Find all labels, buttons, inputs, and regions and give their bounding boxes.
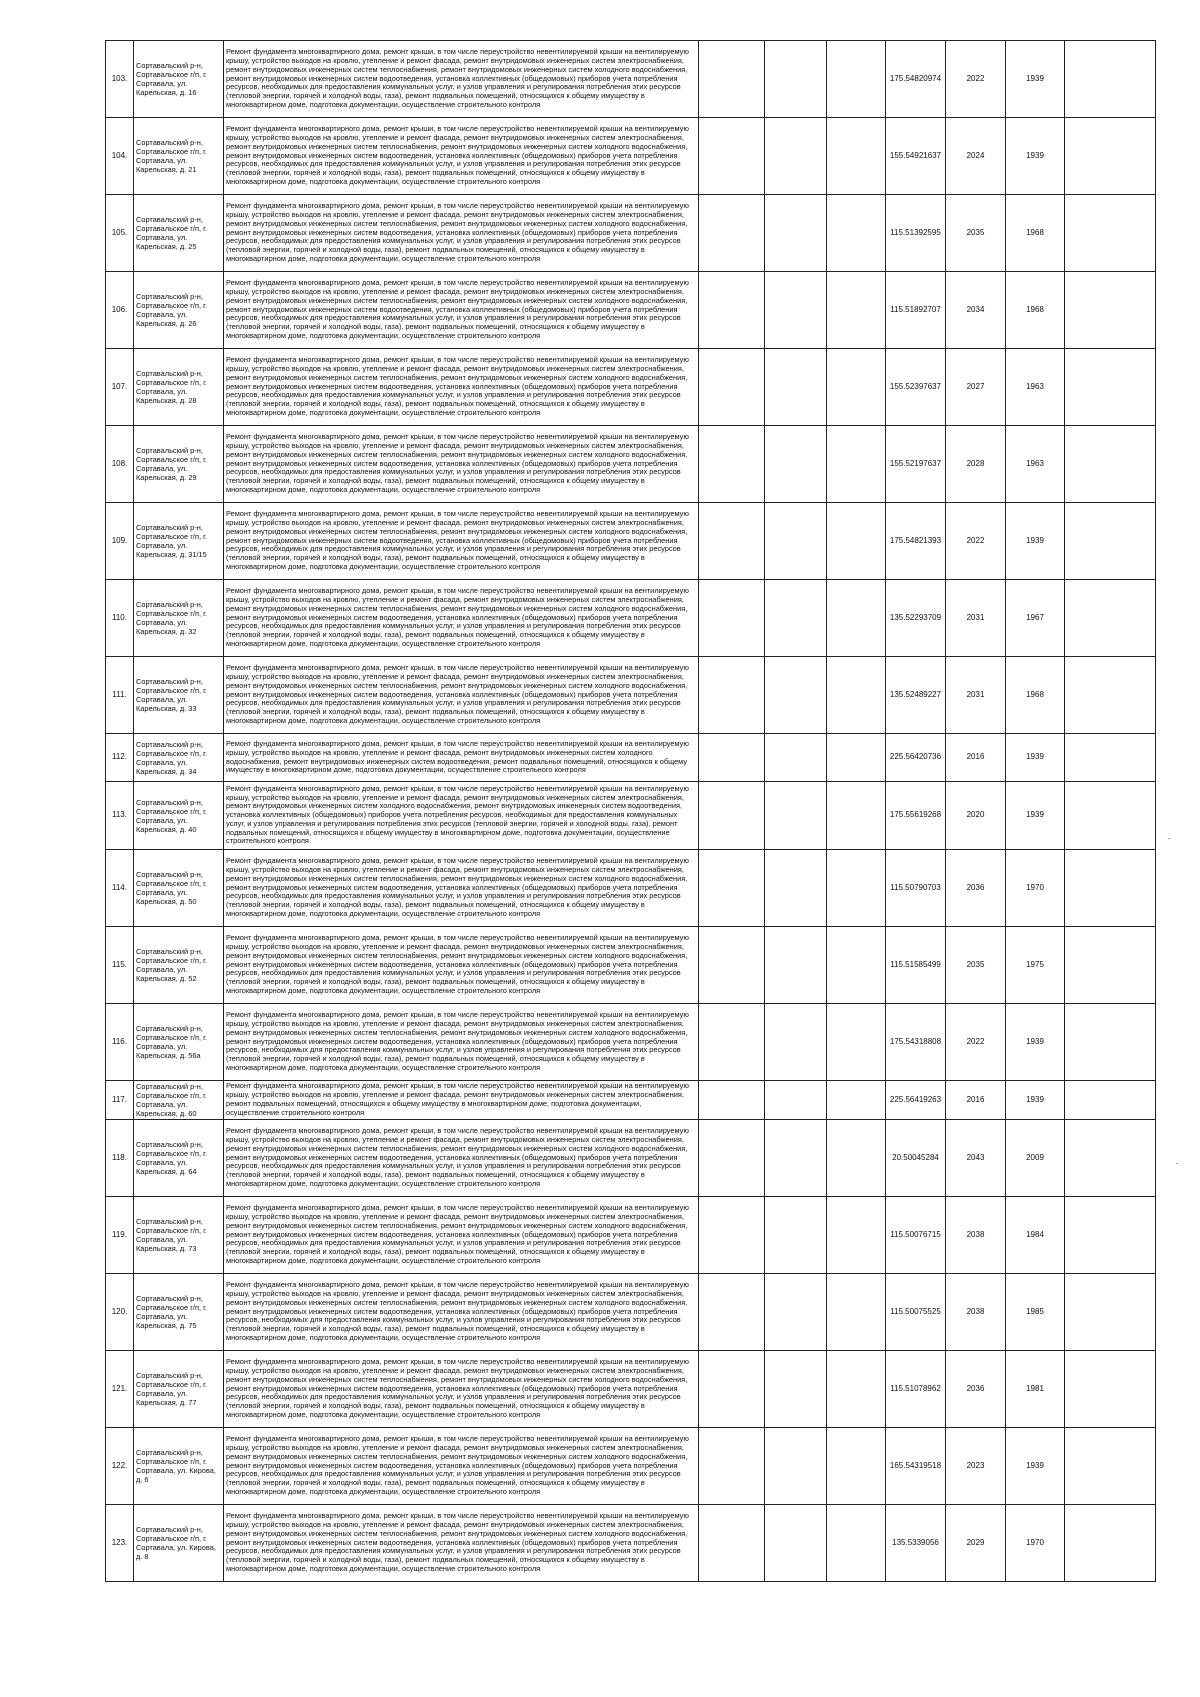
empty-cell <box>765 503 827 580</box>
value-cell: 135.5339056 <box>886 1505 946 1582</box>
empty-cell <box>1065 1274 1156 1351</box>
built-year-cell: 1975 <box>1006 927 1065 1004</box>
row-number: 108. <box>106 426 134 503</box>
empty-cell <box>827 426 886 503</box>
repair-program-table <box>105 40 1156 1582</box>
address-cell: Сортавальский р-н, Сортавальское г/п, г. Сортавала, ул. Карельская, д. 33 <box>134 657 224 734</box>
empty-cell <box>699 1351 765 1428</box>
built-year-cell: 1968 <box>1006 657 1065 734</box>
empty-cell <box>765 1428 827 1505</box>
plan-year-cell: 2022 <box>946 41 1006 118</box>
address-cell: Сортавальский р-н, Сортавальское г/п, г. Сортавала, ул. Карельская, д. 56а <box>134 1004 224 1081</box>
table-row <box>106 580 1156 657</box>
value-cell: 225.56420736 <box>886 734 946 782</box>
empty-cell <box>765 195 827 272</box>
empty-cell <box>1065 1120 1156 1197</box>
empty-cell <box>699 1428 765 1505</box>
table-row <box>106 503 1156 580</box>
value-cell: 155.52397637 <box>886 349 946 426</box>
empty-cell <box>765 1120 827 1197</box>
table-row <box>106 1197 1156 1274</box>
empty-cell <box>1065 503 1156 580</box>
table-row <box>106 1004 1156 1081</box>
empty-cell <box>699 1004 765 1081</box>
works-cell: Ремонт фундамента многоквартирного дома, ремонт крыши, в том числе переустройство невентилируемой крыши на вентилируемую крышу, устройство выходов на кровлю, утепление и ремонт фасада, ремонт внутридомовых инженерных систем электроснабжения, ремонт внутридомовых инженерных систем теплоснабжения, ремонт внутридомовых инженерных систем холодного водоснабжения, ремонт внутридомовых инженерных систем водоотведения, установка коллективных (общедомовых) приборов учета потребления ресурсов, необходимых для предоставления коммунальных услуг, и узлов управления и регулирования потребления этих ресурсов (тепловой энергии, горячей и холодной воды, газа), ремонт подвальных помещений, относящихся к общему имуществу в многоквартирном доме, подготовка документации, осуществление строительного контроля <box>224 1428 699 1505</box>
value-cell: 175.54820974 <box>886 41 946 118</box>
value-cell: 155.54921637 <box>886 118 946 195</box>
address-cell: Сортавальский р-н, Сортавальское г/п, г. Сортавала, ул. Карельская, д. 16 <box>134 41 224 118</box>
empty-cell <box>827 1081 886 1120</box>
table-row <box>106 1274 1156 1351</box>
empty-cell <box>765 272 827 349</box>
empty-cell <box>827 1197 886 1274</box>
scan-speck <box>1168 838 1170 839</box>
empty-cell <box>765 118 827 195</box>
built-year-cell: 1939 <box>1006 118 1065 195</box>
row-number: 112. <box>106 734 134 782</box>
row-number: 105. <box>106 195 134 272</box>
empty-cell <box>699 1505 765 1582</box>
table-body <box>106 41 1156 1582</box>
address-cell: Сортавальский р-н, Сортавальское г/п, г. Сортавала, ул. Кирова, д. 8 <box>134 1505 224 1582</box>
built-year-cell: 1939 <box>1006 503 1065 580</box>
row-number: 110. <box>106 580 134 657</box>
value-cell: 115.51392595 <box>886 195 946 272</box>
table-row <box>106 734 1156 782</box>
plan-year-cell: 2016 <box>946 734 1006 782</box>
works-cell: Ремонт фундамента многоквартирного дома, ремонт крыши, в том числе переустройство невентилируемой крыши на вентилируемую крышу, устройство выходов на кровлю, утепление и ремонт фасада, ремонт внутридомовых инженерных систем электроснабжения, ремонт подвальных помещений, относящихся к общему имуществу в многоквартирном доме, подготовка документации, осуществление строительного контроля <box>224 1081 699 1120</box>
works-cell: Ремонт фундамента многоквартирного дома, ремонт крыши, в том числе переустройство невентилируемой крыши на вентилируемую крышу, устройство выходов на кровлю, утепление и ремонт фасада, ремонт внутридомовых инженерных систем электроснабжения, ремонт внутридомовых инженерных систем теплоснабжения, ремонт внутридомовых инженерных систем холодного водоснабжения, ремонт внутридомовых инженерных систем водоотведения, установка коллективных (общедомовых) приборов учета потребления ресурсов, необходимых для предоставления коммунальных услуг, и узлов управления и регулирования потребления этих ресурсов (тепловой энергии, горячей и холодной воды, газа), ремонт подвальных помещений, относящихся к общему имуществу в многоквартирном доме, подготовка документации, осуществление строительного контроля <box>224 349 699 426</box>
row-number: 107. <box>106 349 134 426</box>
table-row <box>106 927 1156 1004</box>
empty-cell <box>699 426 765 503</box>
address-cell: Сортавальский р-н, Сортавальское г/п, г. Сортавала, ул. Карельская, д. 26 <box>134 272 224 349</box>
built-year-cell: 1967 <box>1006 580 1065 657</box>
empty-cell <box>765 850 827 927</box>
empty-cell <box>765 782 827 850</box>
built-year-cell: 1939 <box>1006 1428 1065 1505</box>
empty-cell <box>699 1197 765 1274</box>
empty-cell <box>699 580 765 657</box>
address-cell: Сортавальский р-н, Сортавальское г/п, г. Сортавала, ул. Карельская, д. 64 <box>134 1120 224 1197</box>
plan-year-cell: 2031 <box>946 580 1006 657</box>
empty-cell <box>1065 1505 1156 1582</box>
value-cell: 175.55619268 <box>886 782 946 850</box>
empty-cell <box>827 782 886 850</box>
plan-year-cell: 2036 <box>946 1351 1006 1428</box>
plan-year-cell: 2038 <box>946 1197 1006 1274</box>
empty-cell <box>699 782 765 850</box>
address-cell: Сортавальский р-н, Сортавальское г/п, г. Сортавала, ул. Карельская, д. 25 <box>134 195 224 272</box>
address-cell: Сортавальский р-н, Сортавальское г/п, г. Сортавала, ул. Кирова, д. 6 <box>134 1428 224 1505</box>
empty-cell <box>699 850 765 927</box>
empty-cell <box>827 1004 886 1081</box>
value-cell: 165.54319518 <box>886 1428 946 1505</box>
empty-cell <box>1065 1197 1156 1274</box>
row-number: 120. <box>106 1274 134 1351</box>
empty-cell <box>827 1505 886 1582</box>
address-cell: Сортавальский р-н, Сортавальское г/п, г. Сортавала, ул. Карельская, д. 73 <box>134 1197 224 1274</box>
empty-cell <box>827 41 886 118</box>
built-year-cell: 1963 <box>1006 426 1065 503</box>
plan-year-cell: 2043 <box>946 1120 1006 1197</box>
built-year-cell: 1968 <box>1006 272 1065 349</box>
row-number: 118. <box>106 1120 134 1197</box>
built-year-cell: 1939 <box>1006 1081 1065 1120</box>
empty-cell <box>1065 850 1156 927</box>
built-year-cell: 2009 <box>1006 1120 1065 1197</box>
empty-cell <box>699 118 765 195</box>
row-number: 116. <box>106 1004 134 1081</box>
empty-cell <box>1065 195 1156 272</box>
empty-cell <box>827 734 886 782</box>
works-cell: Ремонт фундамента многоквартирного дома, ремонт крыши, в том числе переустройство невентилируемой крыши на вентилируемую крышу, устройство выходов на кровлю, утепление и ремонт фасада, ремонт внутридомовых инженерных систем электроснабжения, ремонт внутридомовых инженерных систем теплоснабжения, ремонт внутридомовых инженерных систем холодного водоснабжения, ремонт внутридомовых инженерных систем водоотведения, установка коллективных (общедомовых) приборов учета потребления ресурсов, необходимых для предоставления коммунальных услуг, и узлов управления и регулирования потребления этих ресурсов (тепловой энергии, горячей и холодной воды, газа), ремонт подвальных помещений, относящихся к общему имуществу в многоквартирном доме, подготовка документации, осуществление строительного контроля <box>224 426 699 503</box>
empty-cell <box>1065 272 1156 349</box>
empty-cell <box>765 1197 827 1274</box>
built-year-cell: 1981 <box>1006 1351 1065 1428</box>
value-cell: 115.50790703 <box>886 850 946 927</box>
empty-cell <box>765 1004 827 1081</box>
value-cell: 175.54821393 <box>886 503 946 580</box>
built-year-cell: 1985 <box>1006 1274 1065 1351</box>
table-row <box>106 850 1156 927</box>
row-number: 106. <box>106 272 134 349</box>
row-number: 115. <box>106 927 134 1004</box>
row-number: 114. <box>106 850 134 927</box>
table-row <box>106 1081 1156 1120</box>
empty-cell <box>699 927 765 1004</box>
empty-cell <box>765 349 827 426</box>
value-cell: 175.54318808 <box>886 1004 946 1081</box>
row-number: 113. <box>106 782 134 850</box>
works-cell: Ремонт фундамента многоквартирного дома, ремонт крыши, в том числе переустройство невентилируемой крыши на вентилируемую крышу, устройство выходов на кровлю, утепление и ремонт фасада, ремонт внутридомовых инженерных систем электроснабжения, ремонт внутридомовых инженерных систем теплоснабжения, ремонт внутридомовых инженерных систем холодного водоснабжения, ремонт внутридомовых инженерных систем водоотведения, установка коллективных (общедомовых) приборов учета потребления ресурсов, необходимых для предоставления коммунальных услуг, и узлов управления и регулирования потребления этих ресурсов (тепловой энергии, горячей и холодной воды, газа), ремонт подвальных помещений, относящихся к общему имуществу в многоквартирном доме, подготовка документации, осуществление строительного контроля <box>224 1505 699 1582</box>
table-row <box>106 272 1156 349</box>
works-cell: Ремонт фундамента многоквартирного дома, ремонт крыши, в том числе переустройство невентилируемой крыши на вентилируемую крышу, устройство выходов на кровлю, утепление и ремонт фасада, ремонт внутридомовых инженерных систем электроснабжения, ремонт внутридомовых инженерных систем теплоснабжения, ремонт внутридомовых инженерных систем холодного водоснабжения, ремонт внутридомовых инженерных систем водоотведения, установка коллективных (общедомовых) приборов учета потребления ресурсов, необходимых для предоставления коммунальных услуг, и узлов управления и регулирования потребления этих ресурсов (тепловой энергии, горячей и холодной воды, газа), ремонт подвальных помещений, относящихся к общему имуществу в многоквартирном доме, подготовка документации, осуществление строительного контроля <box>224 1351 699 1428</box>
works-cell: Ремонт фундамента многоквартирного дома, ремонт крыши, в том числе переустройство невентилируемой крыши на вентилируемую крышу, устройство выходов на кровлю, утепление и ремонт фасада, ремонт внутридомовых инженерных систем электроснабжения, ремонт внутридомовых инженерных систем теплоснабжения, ремонт внутридомовых инженерных систем холодного водоснабжения, ремонт внутридомовых инженерных систем водоотведения, установка коллективных (общедомовых) приборов учета потребления ресурсов, необходимых для предоставления коммунальных услуг, и узлов управления и регулирования потребления этих ресурсов (тепловой энергии, горячей и холодной воды, газа), ремонт подвальных помещений, относящихся к общему имуществу в многоквартирном доме, подготовка документации, осуществление строительного контроля <box>224 1004 699 1081</box>
empty-cell <box>765 426 827 503</box>
empty-cell <box>827 1428 886 1505</box>
works-cell: Ремонт фундамента многоквартирного дома, ремонт крыши, в том числе переустройство невентилируемой крыши на вентилируемую крышу, устройство выходов на кровлю, утепление и ремонт фасада, ремонт внутридомовых инженерных систем электроснабжения, ремонт внутридомовых инженерных систем теплоснабжения, ремонт внутридомовых инженерных систем холодного водоснабжения, ремонт внутридомовых инженерных систем водоотведения, установка коллективных (общедомовых) приборов учета потребления ресурсов, необходимых для предоставления коммунальных услуг, и узлов управления и регулирования потребления этих ресурсов (тепловой энергии, горячей и холодной воды, газа), ремонт подвальных помещений, относящихся к общему имуществу в многоквартирном доме, подготовка документации, осуществление строительного контроля <box>224 118 699 195</box>
table-row <box>106 1428 1156 1505</box>
row-number: 121. <box>106 1351 134 1428</box>
value-cell: 115.50076715 <box>886 1197 946 1274</box>
empty-cell <box>1065 1081 1156 1120</box>
works-cell: Ремонт фундамента многоквартирного дома, ремонт крыши, в том числе переустройство невентилируемой крыши на вентилируемую крышу, устройство выходов на кровлю, утепление и ремонт фасада, ремонт внутридомовых инженерных систем электроснабжения, ремонт внутридомовых инженерных систем теплоснабжения, ремонт внутридомовых инженерных систем холодного водоснабжения, ремонт внутридомовых инженерных систем водоотведения, установка коллективных (общедомовых) приборов учета потребления ресурсов, необходимых для предоставления коммунальных услуг, и узлов управления и регулирования потребления этих ресурсов (тепловой энергии, горячей и холодной воды, газа), ремонт подвальных помещений, относящихся к общему имуществу в многоквартирном доме, подготовка документации, осуществление строительного контроля <box>224 850 699 927</box>
value-cell: 115.51585499 <box>886 927 946 1004</box>
value-cell: 115.51892707 <box>886 272 946 349</box>
value-cell: 20.50045284 <box>886 1120 946 1197</box>
empty-cell <box>699 503 765 580</box>
built-year-cell: 1970 <box>1006 1505 1065 1582</box>
empty-cell <box>1065 1428 1156 1505</box>
address-cell: Сортавальский р-н, Сортавальское г/п, г. Сортавала, ул. Карельская, д. 60 <box>134 1081 224 1120</box>
works-cell: Ремонт фундамента многоквартирного дома, ремонт крыши, в том числе переустройство невентилируемой крыши на вентилируемую крышу, устройство выходов на кровлю, утепление и ремонт фасада, ремонт внутридомовых инженерных систем электроснабжения, ремонт внутридомовых инженерных систем теплоснабжения, ремонт внутридомовых инженерных систем холодного водоснабжения, ремонт внутридомовых инженерных систем водоотведения, установка коллективных (общедомовых) приборов учета потребления ресурсов, необходимых для предоставления коммунальных услуг, и узлов управления и регулирования потребления этих ресурсов (тепловой энергии, горячей и холодной воды, газа), ремонт подвальных помещений, относящихся к общему имуществу в многоквартирном доме, подготовка документации, осуществление строительного контроля <box>224 657 699 734</box>
empty-cell <box>765 41 827 118</box>
works-cell: Ремонт фундамента многоквартирного дома, ремонт крыши, в том числе переустройство невентилируемой крыши на вентилируемую крышу, устройство выходов на кровлю, утепление и ремонт фасада, ремонт внутридомовых инженерных систем электроснабжения, ремонт внутридомовых инженерных систем теплоснабжения, ремонт внутридомовых инженерных систем холодного водоснабжения, ремонт внутридомовых инженерных систем водоотведения, установка коллективных (общедомовых) приборов учета потребления ресурсов, необходимых для предоставления коммунальных услуг, и узлов управления и регулирования потребления этих ресурсов (тепловой энергии, горячей и холодной воды, газа), ремонт подвальных помещений, относящихся к общему имуществу в многоквартирном доме, подготовка документации, осуществление строительного контроля <box>224 272 699 349</box>
works-cell: Ремонт фундамента многоквартирного дома, ремонт крыши, в том числе переустройство невентилируемой крыши на вентилируемую крышу, устройство выходов на кровлю, утепление и ремонт фасада, ремонт внутридомовых инженерных систем электроснабжения, ремонт внутридомовых инженерных систем теплоснабжения, ремонт внутридомовых инженерных систем холодного водоснабжения, ремонт внутридомовых инженерных систем водоотведения, установка коллективных (общедомовых) приборов учета потребления ресурсов, необходимых для предоставления коммунальных услуг, и узлов управления и регулирования потребления этих ресурсов (тепловой энергии, горячей и холодной воды, газа), ремонт подвальных помещений, относящихся к общему имуществу в многоквартирном доме, подготовка документации, осуществление строительного контроля <box>224 41 699 118</box>
address-cell: Сортавальский р-н, Сортавальское г/п, г. Сортавала, ул. Карельская, д. 34 <box>134 734 224 782</box>
row-number: 122. <box>106 1428 134 1505</box>
plan-year-cell: 2024 <box>946 118 1006 195</box>
empty-cell <box>827 1274 886 1351</box>
row-number: 103. <box>106 41 134 118</box>
built-year-cell: 1939 <box>1006 1004 1065 1081</box>
plan-year-cell: 2023 <box>946 1428 1006 1505</box>
plan-year-cell: 2022 <box>946 503 1006 580</box>
address-cell: Сортавальский р-н, Сортавальское г/п, г. Сортавала, ул. Карельская, д. 32 <box>134 580 224 657</box>
plan-year-cell: 2016 <box>946 1081 1006 1120</box>
row-number: 111. <box>106 657 134 734</box>
works-cell: Ремонт фундамента многоквартирного дома, ремонт крыши, в том числе переустройство невентилируемой крыши на вентилируемую крышу, устройство выходов на кровлю, утепление и ремонт фасада, ремонт внутридомовых инженерных систем электроснабжения, ремонт внутридомовых инженерных систем теплоснабжения, ремонт внутридомовых инженерных систем холодного водоснабжения, ремонт внутридомовых инженерных систем водоотведения, установка коллективных (общедомовых) приборов учета потребления ресурсов, необходимых для предоставления коммунальных услуг, и узлов управления и регулирования потребления этих ресурсов (тепловой энергии, горячей и холодной воды, газа), ремонт подвальных помещений, относящихся к общему имуществу в многоквартирном доме, подготовка документации, осуществление строительного контроля <box>224 1274 699 1351</box>
empty-cell <box>699 657 765 734</box>
address-cell: Сортавальский р-н, Сортавальское г/п, г. Сортавала, ул. Карельская, д. 21 <box>134 118 224 195</box>
table-row <box>106 195 1156 272</box>
table-row <box>106 1351 1156 1428</box>
empty-cell <box>699 272 765 349</box>
built-year-cell: 1970 <box>1006 850 1065 927</box>
empty-cell <box>827 1351 886 1428</box>
address-cell: Сортавальский р-н, Сортавальское г/п, г. Сортавала, ул. Карельская, д. 52 <box>134 927 224 1004</box>
plan-year-cell: 2038 <box>946 1274 1006 1351</box>
value-cell: 135.52489227 <box>886 657 946 734</box>
empty-cell <box>765 1081 827 1120</box>
table-row <box>106 349 1156 426</box>
empty-cell <box>1065 1004 1156 1081</box>
works-cell: Ремонт фундамента многоквартирного дома, ремонт крыши, в том числе переустройство невентилируемой крыши на вентилируемую крышу, устройство выходов на кровлю, утепление и ремонт фасада, ремонт внутридомовых инженерных систем электроснабжения, ремонт внутридомовых инженерных систем теплоснабжения, ремонт внутридомовых инженерных систем холодного водоснабжения, ремонт внутридомовых инженерных систем водоотведения, установка коллективных (общедомовых) приборов учета потребления ресурсов, необходимых для предоставления коммунальных услуг, и узлов управления и регулирования потребления этих ресурсов (тепловой энергии, горячей и холодной воды, газа), ремонт подвальных помещений, относящихся к общему имуществу в многоквартирном доме, подготовка документации, осуществление строительного контроля <box>224 195 699 272</box>
empty-cell <box>827 349 886 426</box>
table-row <box>106 118 1156 195</box>
value-cell: 225.56419263 <box>886 1081 946 1120</box>
empty-cell <box>1065 782 1156 850</box>
row-number: 109. <box>106 503 134 580</box>
plan-year-cell: 2036 <box>946 850 1006 927</box>
empty-cell <box>1065 349 1156 426</box>
plan-year-cell: 2027 <box>946 349 1006 426</box>
empty-cell <box>699 1120 765 1197</box>
value-cell: 155.52197637 <box>886 426 946 503</box>
table-row <box>106 426 1156 503</box>
empty-cell <box>1065 734 1156 782</box>
plan-year-cell: 2028 <box>946 426 1006 503</box>
works-cell: Ремонт фундамента многоквартирного дома, ремонт крыши, в том числе переустройство невентилируемой крыши на вентилируемую крышу, устройство выходов на кровлю, утепление и ремонт фасада, ремонт внутридомовых инженерных систем электроснабжения, ремонт внутридомовых инженерных систем холодного водоснабжения, ремонт внутридомовых инженерных систем водоотведения, установка коллективных (общедомовых) приборов учета потребления ресурсов, необходимых для предоставления коммунальных услуг, и узлов управления и регулирования потребления этих ресурсов (тепловой энергии, горячей и холодной воды, газа), ремонт подвальных помещений, относящихся к общему имуществу в многоквартирном доме, подготовка документации, осуществление строительного контроля <box>224 782 699 850</box>
empty-cell <box>765 927 827 1004</box>
built-year-cell: 1968 <box>1006 195 1065 272</box>
empty-cell <box>827 850 886 927</box>
value-cell: 135.52293709 <box>886 580 946 657</box>
empty-cell <box>1065 41 1156 118</box>
empty-cell <box>1065 1351 1156 1428</box>
row-number: 117. <box>106 1081 134 1120</box>
empty-cell <box>827 580 886 657</box>
plan-year-cell: 2035 <box>946 195 1006 272</box>
value-cell: 115.51078962 <box>886 1351 946 1428</box>
empty-cell <box>699 1274 765 1351</box>
address-cell: Сортавальский р-н, Сортавальское г/п, г. Сортавала, ул. Карельская, д. 77 <box>134 1351 224 1428</box>
address-cell: Сортавальский р-н, Сортавальское г/п, г. Сортавала, ул. Карельская, д. 31/15 <box>134 503 224 580</box>
plan-year-cell: 2034 <box>946 272 1006 349</box>
empty-cell <box>765 580 827 657</box>
works-cell: Ремонт фундамента многоквартирного дома, ремонт крыши, в том числе переустройство невентилируемой крыши на вентилируемую крышу, устройство выходов на кровлю, утепление и ремонт фасада, ремонт внутридомовых инженерных систем электроснабжения, ремонт внутридомовых инженерных систем теплоснабжения, ремонт внутридомовых инженерных систем холодного водоснабжения, ремонт внутридомовых инженерных систем водоотведения, установка коллективных (общедомовых) приборов учета потребления ресурсов, необходимых для предоставления коммунальных услуг, и узлов управления и регулирования потребления этих ресурсов (тепловой энергии, горячей и холодной воды, газа), ремонт подвальных помещений, относящихся к общему имуществу в многоквартирном доме, подготовка документации, осуществление строительного контроля <box>224 1197 699 1274</box>
built-year-cell: 1939 <box>1006 734 1065 782</box>
table-row <box>106 1120 1156 1197</box>
address-cell: Сортавальский р-н, Сортавальское г/п, г. Сортавала, ул. Карельская, д. 50 <box>134 850 224 927</box>
value-cell: 115.50075525 <box>886 1274 946 1351</box>
empty-cell <box>765 657 827 734</box>
built-year-cell: 1939 <box>1006 782 1065 850</box>
address-cell: Сортавальский р-н, Сортавальское г/п, г. Сортавала, ул. Карельская, д. 75 <box>134 1274 224 1351</box>
empty-cell <box>1065 426 1156 503</box>
row-number: 119. <box>106 1197 134 1274</box>
plan-year-cell: 2029 <box>946 1505 1006 1582</box>
built-year-cell: 1963 <box>1006 349 1065 426</box>
empty-cell <box>827 195 886 272</box>
empty-cell <box>765 1505 827 1582</box>
address-cell: Сортавальский р-н, Сортавальское г/п, г. Сортавала, ул. Карельская, д. 29 <box>134 426 224 503</box>
empty-cell <box>699 734 765 782</box>
empty-cell <box>827 503 886 580</box>
empty-cell <box>765 734 827 782</box>
row-number: 104. <box>106 118 134 195</box>
empty-cell <box>827 657 886 734</box>
plan-year-cell: 2022 <box>946 1004 1006 1081</box>
empty-cell <box>1065 657 1156 734</box>
table-row <box>106 657 1156 734</box>
empty-cell <box>827 272 886 349</box>
works-cell: Ремонт фундамента многоквартирного дома, ремонт крыши, в том числе переустройство невентилируемой крыши на вентилируемую крышу, устройство выходов на кровлю, утепление и ремонт фасада, ремонт внутридомовых инженерных систем холодного водоснабжения, ремонт внутридомовых инженерных систем водоотведения, ремонт подвальных помещений, относящихся к общему имуществу в многоквартирном доме, подготовка документации, осуществление строительного контроля <box>224 734 699 782</box>
works-cell: Ремонт фундамента многоквартирного дома, ремонт крыши, в том числе переустройство невентилируемой крыши на вентилируемую крышу, устройство выходов на кровлю, утепление и ремонт фасада, ремонт внутридомовых инженерных систем электроснабжения, ремонт внутридомовых инженерных систем теплоснабжения, ремонт внутридомовых инженерных систем холодного водоснабжения, ремонт внутридомовых инженерных систем водоотведения, установка коллективных (общедомовых) приборов учета потребления ресурсов, необходимых для предоставления коммунальных услуг, и узлов управления и регулирования потребления этих ресурсов (тепловой энергии, горячей и холодной воды, газа), ремонт подвальных помещений, относящихся к общему имуществу в многоквартирном доме, подготовка документации, осуществление строительного контроля <box>224 580 699 657</box>
empty-cell <box>827 118 886 195</box>
works-cell: Ремонт фундамента многоквартирного дома, ремонт крыши, в том числе переустройство невентилируемой крыши на вентилируемую крышу, устройство выходов на кровлю, утепление и ремонт фасада, ремонт внутридомовых инженерных систем электроснабжения, ремонт внутридомовых инженерных систем теплоснабжения, ремонт внутридомовых инженерных систем холодного водоснабжения, ремонт внутридомовых инженерных систем водоотведения, установка коллективных (общедомовых) приборов учета потребления ресурсов, необходимых для предоставления коммунальных услуг, и узлов управления и регулирования потребления этих ресурсов (тепловой энергии, горячей и холодной воды, газа), ремонт подвальных помещений, относящихся к общему имуществу в многоквартирном доме, подготовка документации, осуществление строительного контроля <box>224 503 699 580</box>
table-row <box>106 41 1156 118</box>
empty-cell <box>765 1351 827 1428</box>
empty-cell <box>699 41 765 118</box>
empty-cell <box>827 1120 886 1197</box>
built-year-cell: 1939 <box>1006 41 1065 118</box>
empty-cell <box>1065 118 1156 195</box>
plan-year-cell: 2035 <box>946 927 1006 1004</box>
table-row <box>106 782 1156 850</box>
address-cell: Сортавальский р-н, Сортавальское г/п, г. Сортавала, ул. Карельская, д. 28 <box>134 349 224 426</box>
empty-cell <box>699 1081 765 1120</box>
empty-cell <box>699 349 765 426</box>
plan-year-cell: 2031 <box>946 657 1006 734</box>
empty-cell <box>699 195 765 272</box>
scan-speck <box>1176 1163 1178 1164</box>
empty-cell <box>765 1274 827 1351</box>
works-cell: Ремонт фундамента многоквартирного дома, ремонт крыши, в том числе переустройство невентилируемой крыши на вентилируемую крышу, устройство выходов на кровлю, утепление и ремонт фасада, ремонт внутридомовых инженерных систем электроснабжения, ремонт внутридомовых инженерных систем теплоснабжения, ремонт внутридомовых инженерных систем холодного водоснабжения, ремонт внутридомовых инженерных систем водоотведения, установка коллективных (общедомовых) приборов учета потребления ресурсов, необходимых для предоставления коммунальных услуг, и узлов управления и регулирования потребления этих ресурсов (тепловой энергии, горячей и холодной воды, газа), ремонт подвальных помещений, относящихся к общему имуществу в многоквартирном доме, подготовка документации, осуществление строительного контроля <box>224 927 699 1004</box>
empty-cell <box>827 927 886 1004</box>
empty-cell <box>1065 580 1156 657</box>
built-year-cell: 1984 <box>1006 1197 1065 1274</box>
plan-year-cell: 2020 <box>946 782 1006 850</box>
works-cell: Ремонт фундамента многоквартирного дома, ремонт крыши, в том числе переустройство невентилируемой крыши на вентилируемую крышу, устройство выходов на кровлю, утепление и ремонт фасада, ремонт внутридомовых инженерных систем электроснабжения, ремонт внутридомовых инженерных систем теплоснабжения, ремонт внутридомовых инженерных систем холодного водоснабжения, ремонт внутридомовых инженерных систем водоотведения, установка коллективных (общедомовых) приборов учета потребления ресурсов, необходимых для предоставления коммунальных услуг, и узлов управления и регулирования потребления этих ресурсов (тепловой энергии, горячей и холодной воды, газа), ремонт подвальных помещений, относящихся к общему имуществу в многоквартирном доме, подготовка документации, осуществление строительного контроля <box>224 1120 699 1197</box>
empty-cell <box>1065 927 1156 1004</box>
address-cell: Сортавальский р-н, Сортавальское г/п, г. Сортавала, ул. Карельская, д. 40 <box>134 782 224 850</box>
table-row <box>106 1505 1156 1582</box>
row-number: 123. <box>106 1505 134 1582</box>
